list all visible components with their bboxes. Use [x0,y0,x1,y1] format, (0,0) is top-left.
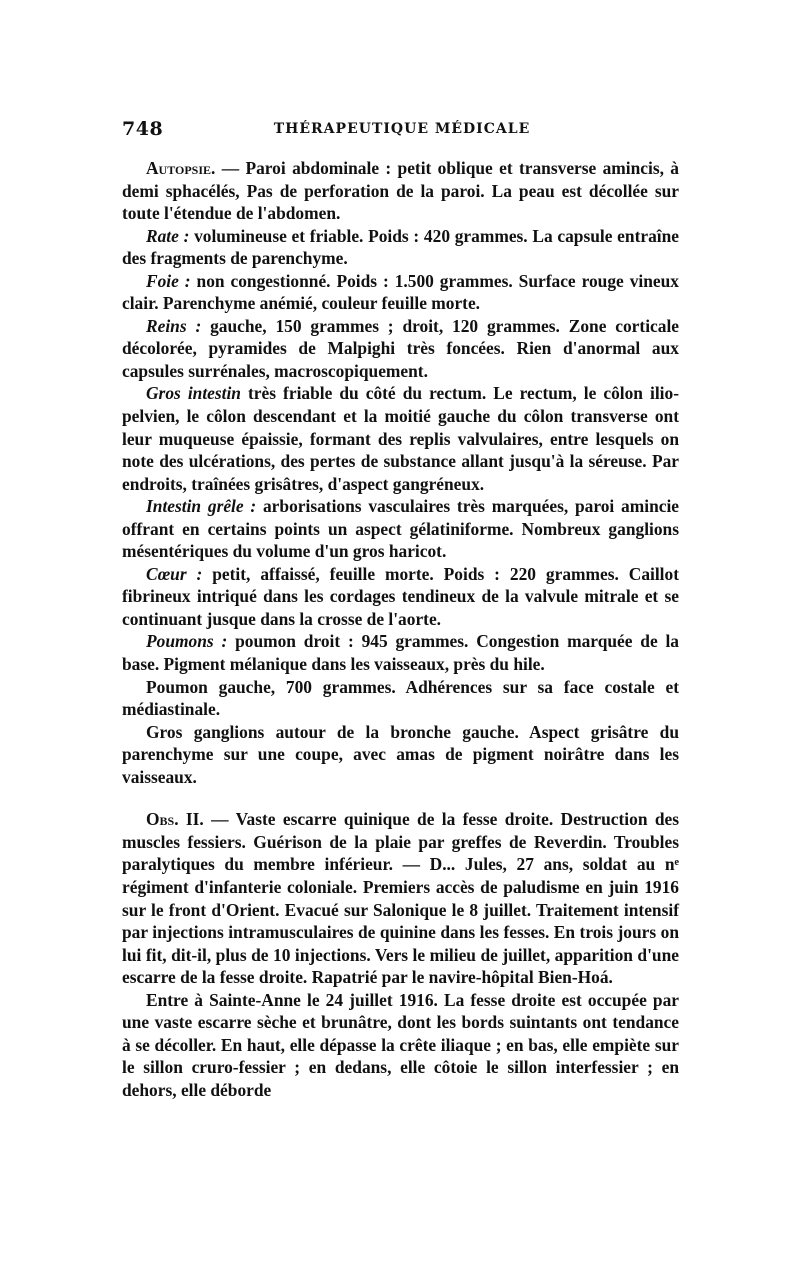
paragraph-label: Autopsie. [146,158,216,178]
paragraph-text: — Paroi abdominale : petit oblique et transverse amincis, à demi sphacélés, Pas de perforation de la paroi. La peau est décollée sur toute l'étendue de l'abdomen. [122,158,679,224]
paragraph-text: poumon droit : 945 grammes. Congestion marquée de la base. Pigment mélanique dans les vaisseaux, près du hile. [122,631,680,675]
paragraph-reins [122,315,679,383]
paragraph-autopsie [122,157,679,225]
paragraph-label: Cœur : [146,563,203,584]
page-header [122,118,682,142]
paragraph-text: arborisations vasculaires très marquées, paroi amincie offrant en certains points un aspect gélatiniforme. Nombreux ganglions mésentériques du volume d'un gros haricot. [122,496,680,562]
paragraph-rate [122,225,679,270]
paragraph-label: Obs. II. [146,809,204,830]
paragraph-entree [122,989,679,1102]
page-number: 748 [122,118,164,140]
paragraph-poumons [122,630,679,675]
paragraph-text: Poumon gauche, 700 grammes. Adhérences sur sa face costale et médiastinale. [122,676,679,720]
paragraph-label: Reins : [146,315,202,336]
paragraph-ganglions [122,721,679,789]
paragraph-text: gauche, 150 grammes ; droit, 120 grammes. Zone corticale décolorée, pyramides de Malpighi très foncées. Rien d'anormal aux capsules surrénales, macroscopiquement. [122,315,679,381]
paragraph-text: Gros ganglions autour de la bronche gauche. Aspect grisâtre du parenchyme sur une coupe, avec amas de pigment noirâtre dans les vaisseaux. [122,721,679,787]
paragraph-text: non congestionné. Poids : 1.500 grammes. Surface rouge vineux clair. Parenchyme anémié, couleur feuille morte. [122,270,679,314]
paragraph-text: Entre à Sainte-Anne le 24 juillet 1916. La fesse droite est occupée par une vaste escarre sèche et brunâtre, dont les bords suintants ont tendance à se décoller. En haut, elle dépasse la crête iliaque ; en bas, elle empiète sur le sillon cruro-fessier ; en dedans, elle côtoie le sillon interfessier ; en dehors, elle déborde [122,989,679,1100]
paragraph-poumon-gauche [122,676,679,721]
paragraph-label: Intestin grêle : [146,496,257,517]
paragraph-text: volumineuse et friable. Poids : 420 grammes. La capsule entraîne des fragments de parenchyme. [122,225,679,269]
paragraph-foie [122,270,679,315]
paragraph-gros-intestin [122,382,679,495]
paragraph-label: Poumons : [146,631,228,652]
paragraph-obs-ii [122,808,679,988]
paragraph-text: — Vaste escarre quinique de la fesse droite. Destruction des muscles fessiers. Guérison de la plaie par greffes de Reverdin. Troubles paralytiques du membre inférieur. — D... Jules, 27 ans, soldat au nᵉ régiment d'infanterie coloniale. Premiers accès de paludisme en juin 1916 sur le front d'Orient. Evacué sur Salonique le 8 juillet. Traitement intensif par injections intramusculaires de quinine dans les fesses. En trois jours on lui fit, dit-il, plus de 10 injections. Vers le milieu de juillet, apparition d'une escarre de la fesse droite. Rapatrié par le navire-hôpital Bien-Hoá. [122,809,679,988]
running-title: THÉRAPEUTIQUE MÉDICALE [273,121,531,137]
paragraph-label: Foie : [146,270,191,291]
body-text [122,157,679,1101]
paragraph-label: Rate : [146,225,190,246]
paragraph-text: très friable du côté du rectum. Le rectum, le côlon ilio-pelvien, le côlon descendant et la moitié gauche du côlon transverse ont leur muqueuse épaissie, formant des replis valvulaires, entre lesquels on note des ulcérations, des pertes de substance allant jusqu'à la séreuse. Par endroits, traînées grisâtres, d'aspect gangréneux. [122,383,679,494]
paragraph-intestin-grele [122,495,679,563]
paragraph-coeur [122,563,679,631]
paragraph-text: petit, affaissé, feuille morte. Poids : 220 grammes. Caillot fibrineux intriqué dans les cordages tendineux de la valvule mitrale et se continuant jusque dans la crosse de l'aorte. [122,563,679,629]
paragraph-label: Gros intestin [146,383,241,404]
